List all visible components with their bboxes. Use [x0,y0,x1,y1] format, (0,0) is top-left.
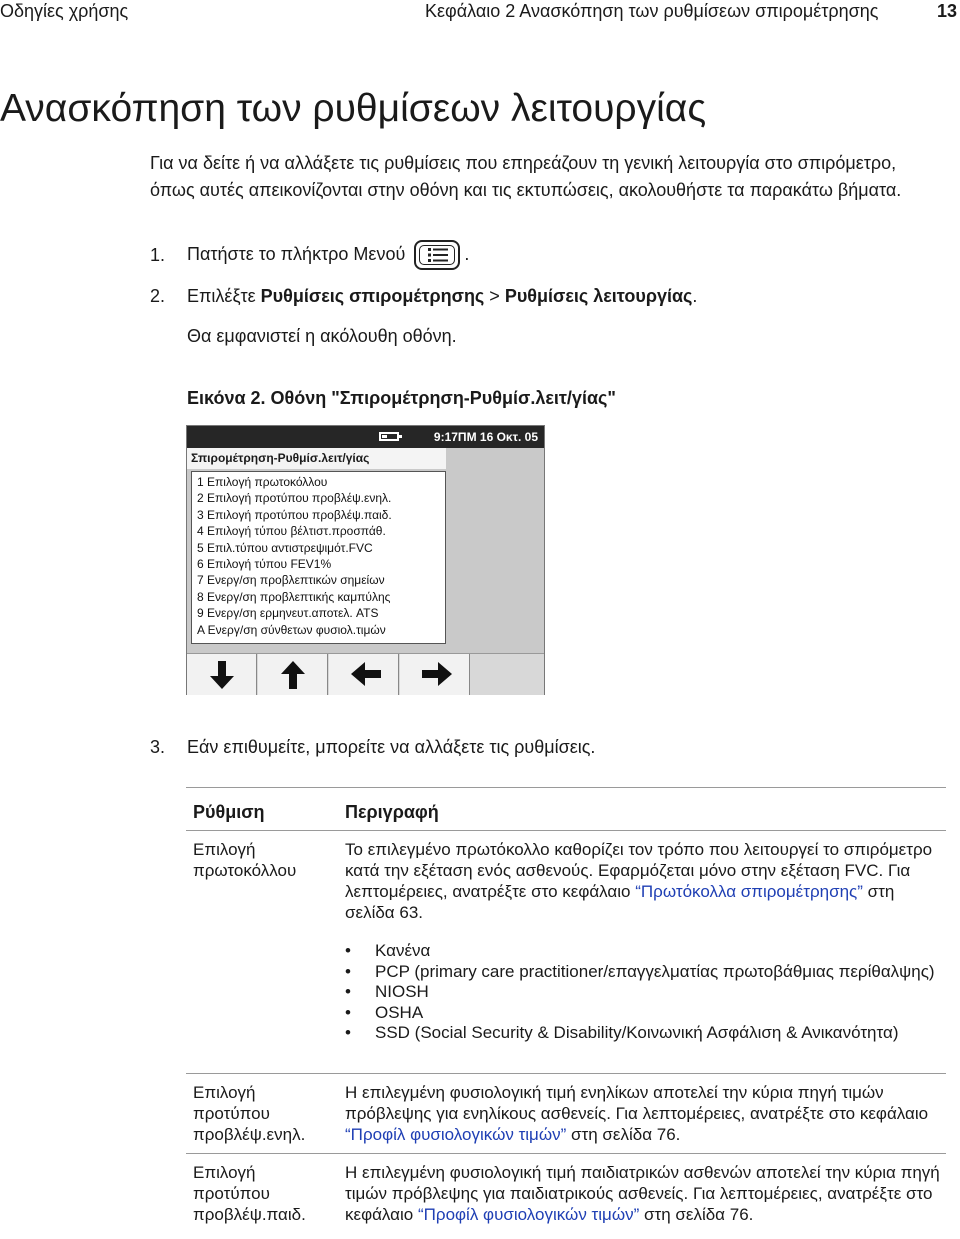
step-1-label: Πατήστε το πλήκτρο Μενού [187,243,406,264]
description-page-ref: στη σελίδα 76. [639,1205,754,1224]
step-2-result: Θα εμφανιστεί η ακόλουθη οθόνη. [187,326,457,346]
setting-name: Επιλογή προτύπου προβλέψ.παιδ. [193,1163,306,1224]
link-normal-values-profile[interactable]: “Προφίλ φυσιολογικών τιμών” [345,1125,567,1144]
list-item: • OSHA [345,1003,960,1024]
page-title: Ανασκόπηση των ρυθμίσεων λειτουργίας [0,87,707,130]
softkey-up[interactable] [258,654,328,695]
description-text: Η επιλεγμένη φυσιολογική τιμή παιδιατρικών ασθενών αποτελεί την κύρια πηγή τιμών πρόβλεψης για παιδιατρικούς ασθενείς. Για λεπτομέρειες, ανατρέξτε στο κεφάλαιο [345,1163,940,1224]
step-2-text [187,284,697,308]
step-3-text: Εάν επιθυμείτε, μπορείτε να αλλάξετε τις ρυθμίσεις. [187,737,596,757]
menu-item-best-effort[interactable]: 4 Επιλογή τύπου βέλτιστ.προσπάθ. [197,524,386,539]
table-header-rule [186,830,946,831]
softkey-blank [471,654,544,695]
running-header-left: Οδηγίες χρήσης [0,1,129,21]
list-item: • NIOSH [345,982,960,1003]
arrow-right-icon [422,661,452,687]
screen-status-bar [187,426,544,448]
figure-caption: Εικόνα 2. Οθόνη "Σπιρομέτρηση-Ρυθμίσ.λειτ/γίας" [187,388,616,408]
menu-key-icon [414,240,460,270]
step-2-pre: Επιλέξτε [187,286,261,306]
arrow-up-icon [280,661,306,689]
setting-description [345,1162,945,1225]
arrow-left-icon [351,661,381,687]
list-item: • PCP (primary care practitioner/επαγγελματίας πρωτοβάθμιας περίθαλψης) [345,962,960,983]
intro-paragraph: Για να δείτε ή να αλλάξετε τις ρυθμίσεις που επηρεάζουν τη γενική λειτουργία στο σπιρόμετρο, όπως αυτές απεικονίζονται στην οθόνη και τις εκτυπώσεις, ακολουθήστε τα παρακάτω βήματα. [150,153,902,200]
link-spirometry-protocols[interactable]: “Πρωτόκολλα σπιρομέτρησης” [635,882,863,901]
screen-title: Σπιρομέτρηση-Ρυθμίσ.λειτ/γίας [187,448,446,469]
step-1-number: 1. [150,245,166,265]
setting-description [345,839,945,923]
table-row-rule [186,1153,946,1154]
battery-icon [379,432,399,441]
menu-item-predicted-curve[interactable]: 8 Ενεργ/ση προβλεπτικής καμπύλης [197,589,391,604]
softkey-down[interactable] [187,654,257,695]
description-page-ref: στη σελίδα 63. [345,882,895,922]
table-header-description: Περιγραφή [345,802,439,822]
list-item: • Κανένα [345,941,960,962]
menu-item-adult-predicted[interactable]: 2 Επιλογή προτύπου προβλέψ.ενηλ. [197,491,392,506]
list-item: • SSD (Social Security & Disability/Κοινωνική Ασφάλιση & Ανικανότητα) [345,1023,960,1044]
device-screen [186,425,545,695]
screen-clock: 9:17ΠΜ 16 Οκτ. 05 [433,430,538,444]
setting-name: Επιλογή προτύπου προβλέψ.ενηλ. [193,1083,306,1144]
menu-item-protocol[interactable]: 1 Επιλογή πρωτοκόλλου [197,475,328,489]
softkey-bar [187,653,544,695]
description-page-ref: στη σελίδα 76. [566,1125,681,1144]
step-1-text [187,240,469,270]
softkey-right[interactable] [400,654,470,695]
menu-item-composite-normals[interactable]: A Ενεργ/ση σύνθετων φυσιολ.τιμών [197,622,386,637]
softkey-left[interactable] [329,654,399,695]
setting-description [345,1082,945,1145]
running-header-chapter: Κεφάλαιο 2 Ανασκόπηση των ρυθμίσεων σπιρομέτρησης [425,1,879,21]
step-1-end: . [464,243,470,264]
menu-path-operation-settings: Ρυθμίσεις λειτουργίας [504,286,693,306]
table-top-rule [186,787,946,788]
step-2-end: . [692,286,698,306]
step-3-number: 3. [150,737,166,757]
menu-item-fev1-type[interactable]: 6 Επιλογή τύπου FEV1% [197,557,332,572]
menu-item-ats-interpretation[interactable]: 9 Ενεργ/ση ερμηνευτ.αποτελ. ATS [197,606,379,621]
menu-item-pediatric-predicted[interactable]: 3 Επιλογή προτύπου προβλέψ.παιδ. [197,507,392,522]
link-normal-values-profile[interactable]: “Προφίλ φυσιολογικών τιμών” [417,1205,640,1224]
description-text: Το επιλεγμένο πρωτόκολλο καθορίζει τον τρόπο που λειτουργεί το σπιρόμετρο κατά την εξέταση ενός ασθενούς. Εφαρμόζεται μόνο στην εξέταση FVC. Για λεπτομέρειες, ανατρέξτε στο κεφάλαιο [345,840,933,901]
menu-item-fvc-reversibility[interactable]: 5 Επιλ.τύπου αντιστρεψιμότ.FVC [197,540,373,555]
menu-path-spirometry-settings: Ρυθμίσεις σπιρομέτρησης [260,286,485,306]
settings-menu-list [191,471,446,644]
menu-item-predicted-points[interactable]: 7 Ενεργ/ση προβλεπτικών σημείων [197,573,385,588]
description-text: Η επιλεγμένη φυσιολογική τιμή ενηλίκων αποτελεί την κύρια πηγή τιμών πρόβλεψης για ενηλίκους ασθενείς. Για λεπτομέρειες, ανατρέξτε στο κεφάλαιο [345,1083,929,1123]
table-header-setting: Ρύθμιση [193,802,265,822]
setting-name: Επιλογή πρωτοκόλλου [193,840,297,880]
table-row-rule [186,1073,946,1074]
step-2-number: 2. [150,286,166,306]
protocol-options-list [345,941,960,1044]
page-number: 13 [937,1,958,21]
menu-path-separator: > [484,286,505,306]
arrow-down-icon [209,661,235,689]
